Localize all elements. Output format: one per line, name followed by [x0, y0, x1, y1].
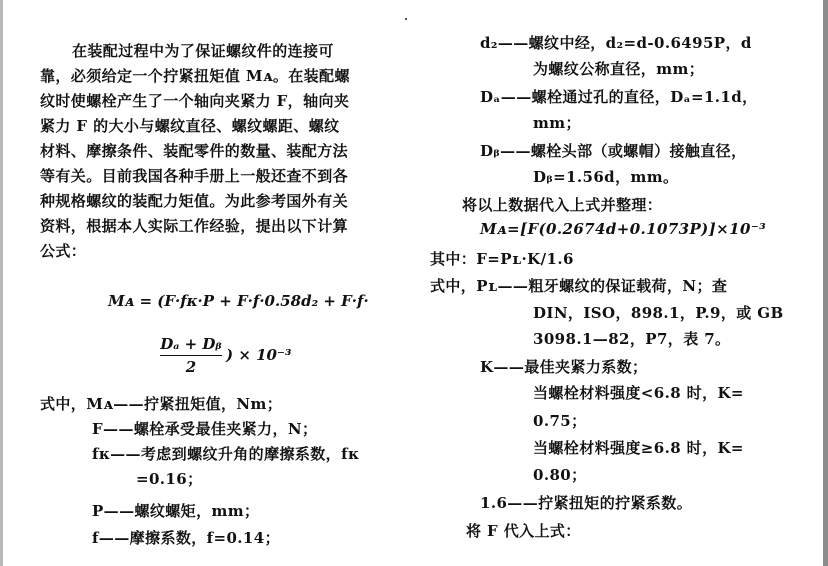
scan-edge-right [823, 0, 828, 566]
text-line: 为螺纹公称直径，mm； [533, 60, 705, 78]
text-line: 当螺栓材料强度<6.8 时，K= [533, 384, 744, 402]
paragraph-line: 靠，必须给定一个拧紧扭矩值 Mᴀ。在装配螺 [40, 67, 350, 85]
fraction-bar [160, 355, 222, 356]
paragraph-line: 等有关。目前我国各种手册上一般还查不到各 [40, 167, 349, 185]
text-line: mm； [533, 114, 581, 132]
formula-tail: ) × 10⁻³ [226, 346, 292, 364]
text-line: 式中，Pʟ——粗牙螺纹的保证载荷，N；查 [430, 277, 728, 295]
text-line: DIN，ISO，898.1，P.9，或 GB [533, 304, 784, 322]
text-line: K——最佳夹紧力系数； [480, 358, 648, 376]
text-line: 其中：F=Pʟ·K/1.6 [430, 250, 574, 268]
where-line: P——螺纹螺矩，mm； [92, 502, 260, 520]
where-line: F——螺栓承受最佳夹紧力，N； [92, 420, 318, 438]
where-line: f——摩擦系数，f=0.14； [92, 529, 281, 547]
formula-fraction [160, 335, 222, 376]
text-line: 3098.1—82，P7，表 7。 [533, 330, 731, 348]
fraction-denominator: 2 [185, 358, 197, 376]
paragraph-line: 资料，根据本人实际工作经验，提出以下计算 [40, 217, 349, 235]
paragraph-line: 纹时使螺栓产生了一个轴向夹紧力 F，轴向夹 [40, 92, 350, 110]
text-line: 0.75； [533, 412, 587, 430]
text-line: 1.6——拧紧扭矩的拧紧系数。 [480, 494, 693, 512]
scan-speck [405, 18, 407, 20]
where-line: fᴋ——考虑到螺纹升角的摩擦系数，fᴋ [92, 445, 360, 463]
scan-edge-left [0, 0, 3, 566]
paragraph-line: 在装配过程中为了保证螺纹件的连接可 [72, 42, 334, 60]
fraction-numerator: Dₐ + Dᵦ [160, 335, 222, 353]
paragraph-line: 种规格螺纹的装配力矩值。为此参考国外有关 [40, 192, 349, 210]
text-line: 当螺栓材料强度≥6.8 时，K= [533, 439, 744, 457]
text-line: 将以上数据代入上式并整理： [462, 196, 663, 214]
text-line: 0.80； [533, 466, 587, 484]
paragraph-line: 材料、摩擦条件、装配零件的数量、装配方法 [40, 142, 349, 160]
formula-torque-line: Mᴀ = (F·fᴋ·P + F·f·0.58d₂ + F·f· [108, 292, 369, 310]
text-line: 将 F 代入上式： [466, 522, 581, 540]
paragraph-line: 紧力 F 的大小与螺纹直径、螺纹螺距、螺纹 [40, 117, 340, 135]
text-line: Dᵦ——螺栓头部（或螺帽）接触直径， [480, 142, 747, 160]
text-line: d₂——螺纹中经，d₂=d-0.6495P，d [480, 34, 752, 52]
paragraph-line: 公式： [40, 242, 87, 260]
text-line: Mᴀ=[F(0.2674d+0.1073P)]×10⁻³ [480, 220, 767, 238]
where-line: 式中，Mᴀ——拧紧扭矩值，Nm； [40, 395, 283, 413]
text-line: Dᵦ=1.56d，mm。 [533, 168, 679, 186]
where-line: =0.16； [136, 470, 203, 488]
text-line: Dₐ——螺栓通过孔的直径，Dₐ=1.1d， [480, 88, 758, 106]
